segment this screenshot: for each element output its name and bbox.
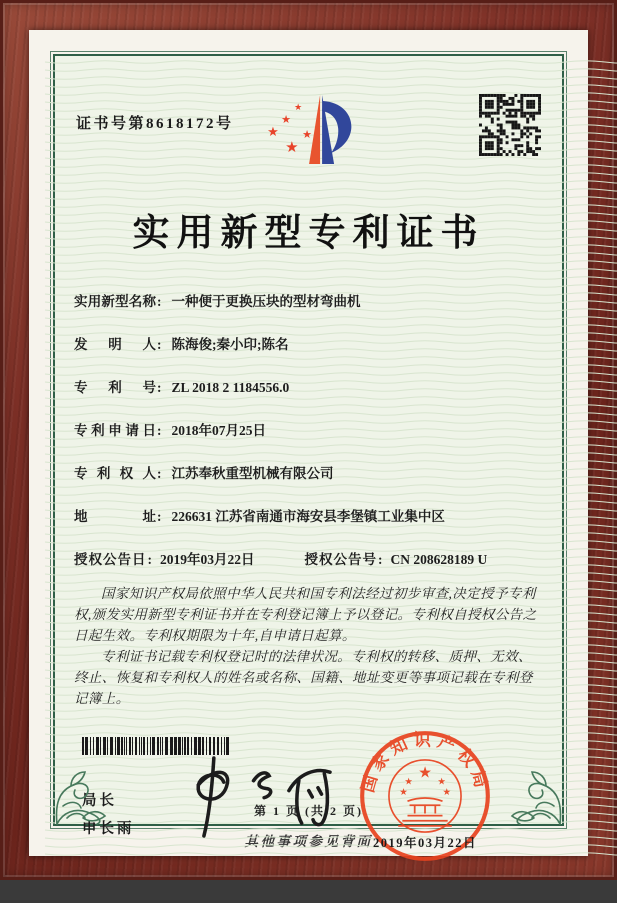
grant-date-pair [74,548,255,568]
field-value: 江苏奉秋重型机械有限公司 [171,466,334,481]
seal-star-icon: ★ [418,764,432,782]
grant-number-pair [305,548,488,568]
field-colon: : [157,337,162,352]
seal-star-icon: ★ [437,777,446,788]
field-row [74,376,543,396]
logo-star-icon: ★ [280,114,291,126]
field-label: 专利号 [74,380,156,395]
legal-text [74,583,543,709]
logo-star-icon: ★ [293,102,302,112]
field-label: 实用新型名称 [74,294,156,309]
field-value: 陈海俊;秦小印;陈名 [171,337,289,352]
field-value: 2018年07月25日 [171,423,266,438]
field-colon: : [157,380,162,395]
qr-code-icon [479,94,541,156]
seal-date: 2019年03月22日 [372,836,477,850]
grant-number-label: 授权公告号 [304,552,377,567]
page-indicator: 第 1 页 (共 2 页) [254,804,363,818]
field-colon: : [157,294,162,309]
field-label: 专利申请日 [74,423,156,438]
field-label: 地址 [74,509,156,524]
field-label: 发明人 [74,337,156,352]
logo-star-icon: ★ [266,124,279,139]
field-label: 专利权人 [74,466,156,481]
field-value: ZL 2018 2 1184556.0 [171,380,290,395]
back-note: 其他事项参见背面 [244,834,373,849]
certificate-header [74,88,543,180]
logo-star-icon: ★ [301,129,312,141]
svg-text:国家知识产权局 [358,731,492,795]
grant-date-value: 2019年03月22日 [160,552,255,567]
director-label: 局长 [82,793,117,809]
grant-row [74,548,543,568]
field-row [74,290,543,310]
corner-flourish-left-icon [53,760,119,826]
field-colon: : [157,466,162,481]
seal-star-icon: ★ [442,787,451,798]
corner-flourish-right-icon [498,760,564,826]
seal-star-icon: ★ [404,777,413,788]
field-value: 一种便于更换压块的型材弯曲机 [171,294,361,309]
director-signature-icon [177,747,347,847]
director-name: 申长雨 [82,821,135,837]
grant-number-value: CN 208628189 U [390,552,488,567]
seal-star-icon: ★ [399,787,408,798]
grant-date-colon: : [147,552,152,567]
field-row [74,419,543,439]
grant-date-label: 授权公告日 [74,552,147,567]
field-colon: : [157,509,162,524]
field-value: 226631 江苏省南通市海安县李堡镇工业集中区 [171,509,445,524]
legal-paragraph: 国家知识产权局依照中华人民共和国专利法经过初步审查,决定授予专利权,颁发实用新型专利证书并在专利登记簿上予以登记。专利权自授权公告之日起生效。专利权期限为十年,自申请日起算。 [74,586,537,643]
legal-paragraph: 专利证书记载专利权登记时的法律状况。专利权的转移、质押、无效、终止、恢复和专利权人的姓名或名称、国籍、地址变更等事项记载在专利登记簿上。 [74,649,533,706]
cnipa-logo-icon [259,88,355,172]
grant-number-colon: : [378,552,383,567]
field-colon: : [157,423,162,438]
certificate-number: 证书号第8618172号 [76,116,234,132]
field-list [74,290,543,568]
paper-mat [29,30,588,856]
field-row [74,505,543,525]
seal-text: 国家知识产权局 [358,730,492,795]
logo-star-icon: ★ [284,140,299,156]
field-row [74,333,543,353]
certificate-title: 实用新型专利证书 [132,213,485,254]
field-row [74,462,543,482]
